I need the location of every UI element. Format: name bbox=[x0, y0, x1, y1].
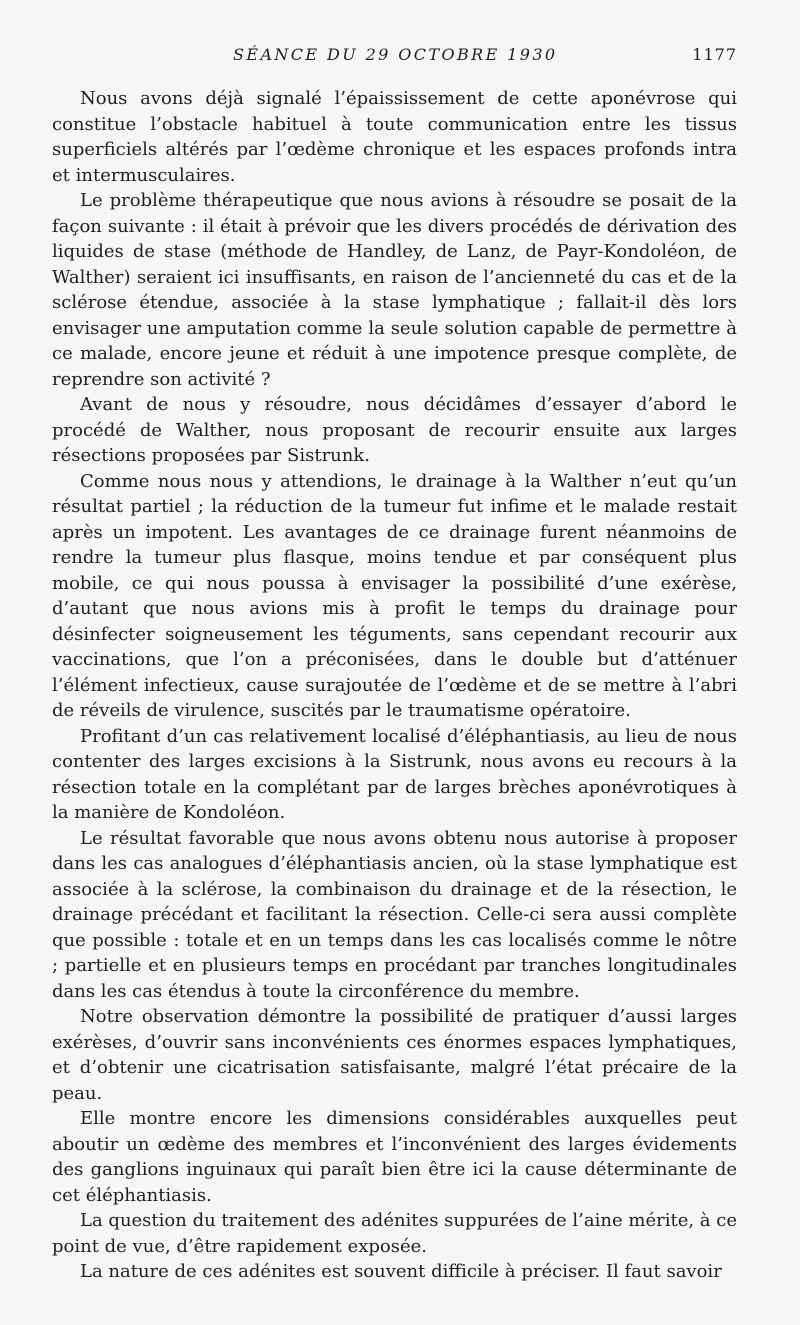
paragraph: Le résultat favorable que nous avons obtenu nous autorise à proposer dans les cas analogues d’éléphantiasis ancien, où la stase lymphatique est associée à la sclérose, la combinaison du drainage et de la résection, le drainage précédant et facilitant la résection. Celle-ci sera aussi complète que possible : totale et en un temps dans les cas localisés comme le nôtre ; partielle et en plusieurs temps en procédant par tranches longitudinales dans les cas étendus à toute la circonférence du membre. bbox=[52, 827, 737, 1002]
paragraph: Avant de nous y résoudre, nous décidâmes d’essayer d’abord le procédé de Walther, nous proposant de recourir ensuite aux larges résections proposées par Sistrunk. bbox=[52, 394, 737, 466]
paragraph: Notre observation démontre la possibilité de pratiquer d’aussi larges exérèses, d’ouvrir sans inconvénients ces énormes espaces lymphatiques, et d’obtenir une cicatrisation satisfaisante, malgré l’état précaire de la peau. bbox=[52, 1006, 737, 1104]
paragraph: Nous avons déjà signalé l’épaississement de cette aponévrose qui constitue l’obstacle habituel à toute communication entre les tissus superficiels altérés par l’œdème chronique et les espaces profonds intra et intermusculaires. bbox=[52, 88, 737, 186]
paragraph: La nature de ces adénites est souvent difficile à préciser. Il faut savoir bbox=[80, 1261, 722, 1282]
paragraph: La question du traitement des adénites suppurées de l’aine mérite, à ce point de vue, d’être rapidement exposée. bbox=[52, 1210, 737, 1257]
paragraph: Comme nous nous y attendions, le drainage à la Walther n’eut qu’un résultat partiel ; la réduction de la tumeur fut infime et le malade restait après un impotent. Les avantages de ce drainage furent néanmoins de rendre la tumeur plus flasque, moins tendue et par conséquent plus mobile, ce qui nous poussa à envisager la possibilité d’une exérèse, d’autant que nous avions mis à profit le temps du drainage pour désinfecter soigneusement les téguments, sans cependant recourir aux vaccinations, que l’on a préconisées, dans le double but d’atténuer l’élément infectieux, cause surajoutée de l’œdème et de se mettre à l’abri de réveils de virulence, suscités par le traumatisme opératoire. bbox=[52, 470, 737, 721]
paragraph: Le problème thérapeutique que nous avions à résoudre se posait de la façon suivante : il était à prévoir que les divers procédés de dérivation des liquides de stase (méthode de Handley, de Lanz, de Payr-Kondoléon, de Walther) seraient ici insuffisants, en raison de l’ancienneté du cas et de la sclérose étendue, associée à la stase lymphatique ; fallait-il dès lors envisager une amputation comme la seule solution capable de permettre à ce malade, encore jeune et réduit à une impotence presque complète, de reprendre son activité ? bbox=[52, 190, 737, 390]
header-title: SÉANCE DU 29 OCTOBRE 1930 bbox=[233, 45, 558, 64]
body-text bbox=[52, 86, 737, 1285]
paragraph: Profitant d’un cas relativement localisé d’éléphantiasis, au lieu de nous contenter des larges excisions à la Sistrunk, nous avons eu recours à la résection totale en la complétant par de larges brèches aponévrotiques à la manière de Kondoléon. bbox=[52, 725, 737, 823]
running-header bbox=[0, 45, 800, 69]
paragraph: Elle montre encore les dimensions considérables auxquelles peut aboutir un œdème des membres et l’inconvénient des larges évidements des ganglions inguinaux qui paraît bien être ici la cause déterminante de cet éléphantiasis. bbox=[52, 1108, 737, 1206]
page-number: 1177 bbox=[692, 45, 737, 64]
